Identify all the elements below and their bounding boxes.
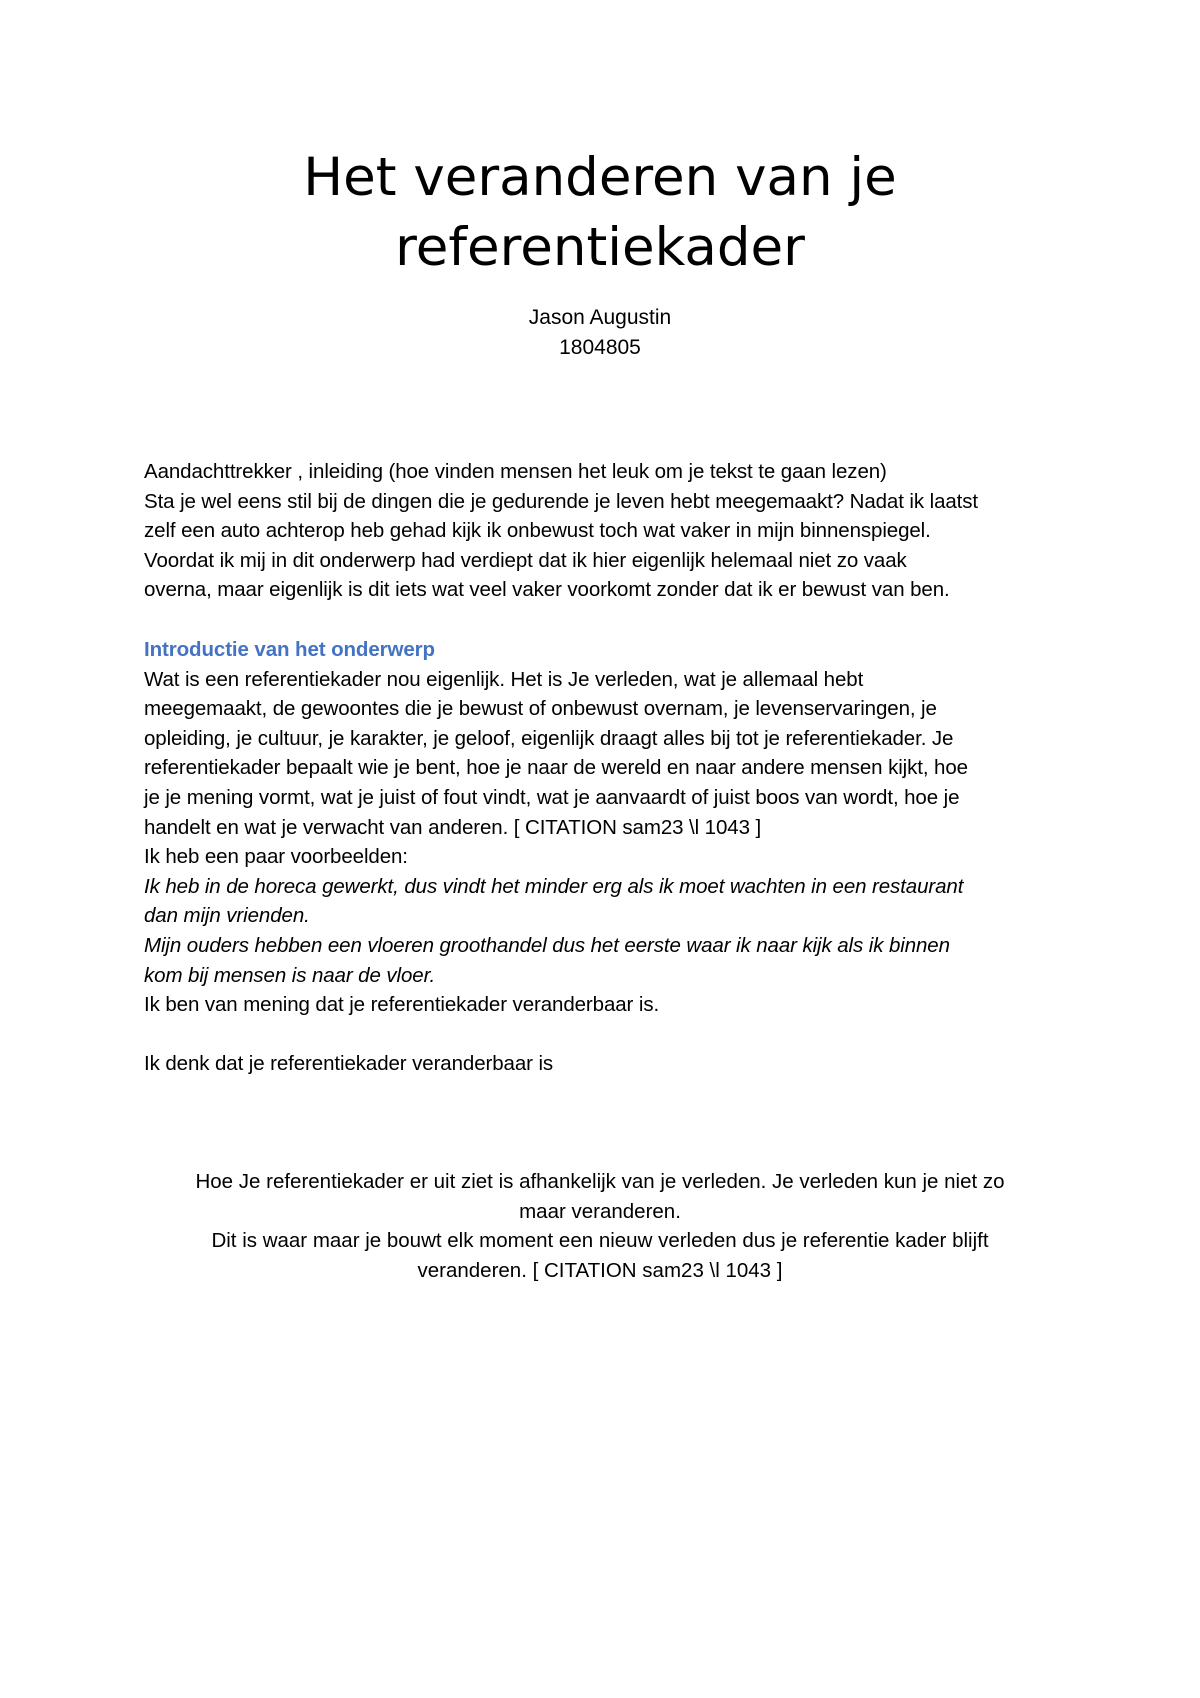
quote-line: Dit is waar maar je bouwt elk moment een nieuw verleden dus je referentie kader blijft [211,1229,989,1253]
section-paragraph-line: Wat is een referentiekader nou eigenlijk. Het is Je verleden, wat je allemaal hebt [144,667,864,691]
author-block [0,303,1200,363]
section-introductie [144,635,1084,1079]
intro-line: zelf een auto achterop heb gehad kijk ik onbewust toch wat vaker in mijn binnenspiegel. [144,519,931,543]
quote-line: veranderen. [ CITATION sam23 \l 1043 ] [417,1258,783,1282]
title-line-1: Het veranderen van je [303,147,897,208]
section-paragraph-line: referentiekader bepaalt wie je bent, hoe je naar de wereld en naar andere mensen kijkt, hoe [144,756,968,780]
intro-line: Aandachttrekker , inleiding (hoe vinden mensen het leuk om je tekst te gaan lezen) [144,460,887,483]
blank-line [144,1020,1084,1050]
intro-paragraph [144,457,1084,605]
author-name: Jason Augustin [528,306,672,329]
example-line: Ik heb in de horeca gewerkt, dus vindt het minder erg als ik moet wachten in een restaurant [144,874,964,898]
example-line: kom bij mensen is naar de vloer. [144,963,436,987]
quote-block [144,1167,1056,1285]
intro-line: Voordat ik mij in dit onderwerp had verdiept dat ik hier eigenlijk helemaal niet zo vaak [144,548,907,572]
section-paragraph-line: meegemaakt, de gewoontes die je bewust of onbewust overnam, je levenservaringen, je [144,697,937,721]
section-paragraph-line: opleiding, je cultuur, je karakter, je geloof, eigenlijk draagt alles bij tot je referentiekader. Je [144,726,954,750]
intro-line: Sta je wel eens stil bij de dingen die je gedurende je leven hebt meegemaakt? Nadat ik laatst [144,489,979,513]
quote-line: Hoe Je referentiekader er uit ziet is afhankelijk van je verleden. Je verleden kun je niet zo [195,1170,1005,1193]
example-line: Mijn ouders hebben een vloeren groothandel dus het eerste waar ik naar kijk als ik binnen [144,933,950,957]
title-line-2: referentiekader [395,217,805,278]
section-heading: Introductie van het onderwerp [144,638,435,661]
section-paragraph-line: handelt en wat je verwacht van anderen. [ CITATION sam23 \l 1043 ] [144,815,762,839]
section-paragraph-line: je je mening vormt, wat je juist of fout vindt, wat je aanvaardt of juist boos van wordt, hoe je [144,785,960,809]
student-number: 1804805 [559,336,641,359]
opinion-line: Ik ben van mening dat je referentiekader veranderbaar is. [144,993,660,1017]
example-line: dan mijn vrienden. [144,904,310,928]
quote-line: maar veranderen. [519,1199,681,1223]
examples-intro: Ik heb een paar voorbeelden: [144,845,408,869]
intro-line: overna, maar eigenlijk is dit iets wat veel vaker voorkomt zonder dat ik er bewust van ben. [144,578,950,602]
document-title [0,143,1200,283]
statement-line: Ik denk dat je referentiekader veranderbaar is [144,1052,554,1076]
